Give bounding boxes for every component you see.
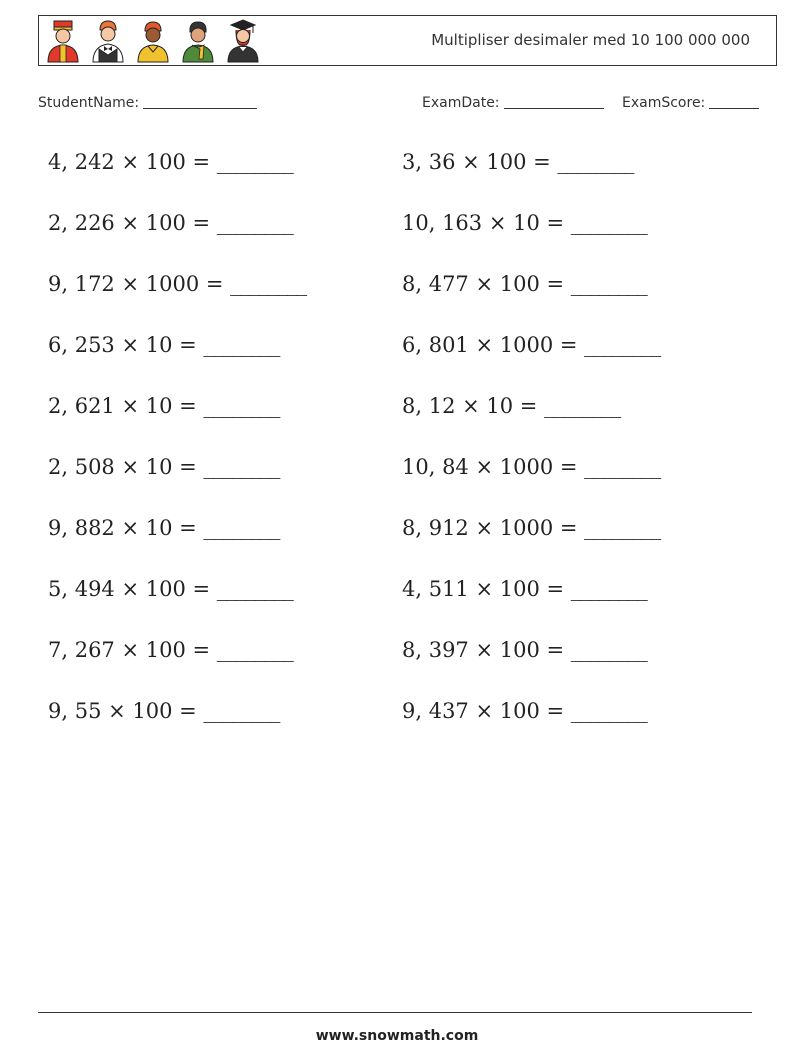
problem-question: 9, 437 × 100 = <box>402 699 565 723</box>
problem-question: 2, 226 × 100 = <box>48 211 211 235</box>
answer-blank[interactable]: ________ <box>203 333 280 357</box>
avatar-row <box>44 19 262 63</box>
problem-item <box>48 150 293 174</box>
problem-item <box>402 577 647 601</box>
problem-question: 6, 253 × 10 = <box>48 333 197 357</box>
problem-item <box>402 272 647 296</box>
problem-item <box>402 699 647 723</box>
person-scarf-avatar-icon <box>179 19 217 63</box>
problem-item <box>402 516 660 540</box>
exam-score-blank[interactable] <box>709 94 759 109</box>
waiter-avatar-icon <box>89 19 127 63</box>
problem-item <box>48 333 279 357</box>
problem-item <box>48 638 293 662</box>
man-avatar-icon <box>134 19 172 63</box>
bellhop-avatar-icon <box>44 19 82 63</box>
answer-blank[interactable]: ________ <box>216 150 293 174</box>
footer-divider <box>38 1012 752 1013</box>
problem-item <box>48 699 279 723</box>
problem-question: 2, 621 × 10 = <box>48 394 197 418</box>
answer-blank[interactable]: ________ <box>570 699 647 723</box>
problem-item <box>48 516 279 540</box>
student-name-field <box>38 94 257 111</box>
answer-blank[interactable]: ________ <box>216 577 293 601</box>
worksheet-title: Multipliser desimaler med 10 100 000 000 <box>431 31 750 49</box>
exam-score-label: ExamScore: <box>622 95 706 111</box>
answer-blank[interactable]: ________ <box>584 455 661 479</box>
answer-blank[interactable]: ________ <box>230 272 307 296</box>
problem-item <box>48 455 279 479</box>
problem-item <box>402 394 620 418</box>
answer-blank[interactable]: ________ <box>570 577 647 601</box>
exam-date-label: ExamDate: <box>422 95 500 111</box>
answer-blank[interactable]: ________ <box>203 394 280 418</box>
problem-item <box>402 638 647 662</box>
answer-blank[interactable]: ________ <box>557 150 634 174</box>
exam-date-field <box>422 94 604 111</box>
problem-item <box>402 150 633 174</box>
answer-blank[interactable]: ________ <box>584 516 661 540</box>
student-name-label: StudentName: <box>38 95 140 111</box>
problem-question: 9, 172 × 1000 = <box>48 272 224 296</box>
problem-question: 7, 267 × 100 = <box>48 638 211 662</box>
problem-question: 10, 163 × 10 = <box>402 211 565 235</box>
problem-question: 4, 242 × 100 = <box>48 150 211 174</box>
worksheet-header <box>38 15 777 66</box>
problem-question: 10, 84 × 1000 = <box>402 455 578 479</box>
answer-blank[interactable]: ________ <box>570 272 647 296</box>
answer-blank[interactable]: ________ <box>203 455 280 479</box>
problem-question: 8, 912 × 1000 = <box>402 516 578 540</box>
problem-item <box>402 455 660 479</box>
problem-item <box>48 272 306 296</box>
footer-url: www.snowmath.com <box>315 1028 479 1044</box>
problem-question: 5, 494 × 100 = <box>48 577 211 601</box>
problem-item <box>402 211 647 235</box>
exam-date-blank[interactable] <box>504 94 604 109</box>
problem-item <box>48 211 293 235</box>
problem-item <box>402 333 660 357</box>
exam-score-field <box>622 94 759 111</box>
problem-item <box>48 394 279 418</box>
problem-question: 8, 12 × 10 = <box>402 394 538 418</box>
answer-blank[interactable]: ________ <box>203 516 280 540</box>
answer-blank[interactable]: ________ <box>216 211 293 235</box>
problem-question: 4, 511 × 100 = <box>402 577 565 601</box>
answer-blank[interactable]: ________ <box>570 211 647 235</box>
problem-question: 2, 508 × 10 = <box>48 455 197 479</box>
problem-question: 3, 36 × 100 = <box>402 150 551 174</box>
answer-blank[interactable]: ________ <box>570 638 647 662</box>
answer-blank[interactable]: ________ <box>544 394 621 418</box>
answer-blank[interactable]: ________ <box>584 333 661 357</box>
problem-question: 6, 801 × 1000 = <box>402 333 578 357</box>
problem-question: 8, 477 × 100 = <box>402 272 565 296</box>
problem-question: 9, 55 × 100 = <box>48 699 197 723</box>
graduate-avatar-icon <box>224 19 262 63</box>
problem-question: 8, 397 × 100 = <box>402 638 565 662</box>
answer-blank[interactable]: ________ <box>216 638 293 662</box>
problem-question: 9, 882 × 10 = <box>48 516 197 540</box>
answer-blank[interactable]: ________ <box>203 699 280 723</box>
problem-item <box>48 577 293 601</box>
student-name-blank[interactable] <box>143 94 257 109</box>
